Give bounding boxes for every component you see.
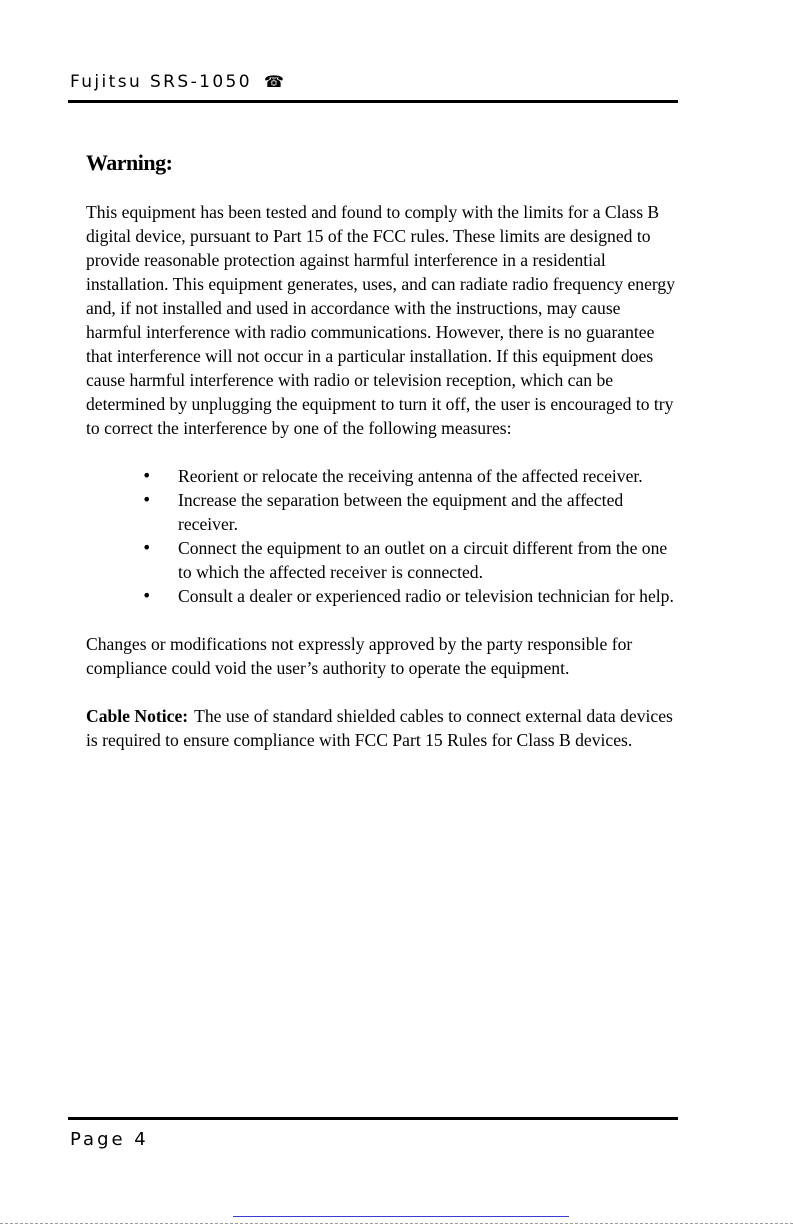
page-body <box>86 148 676 752</box>
header-title: Fujitsu SRS-1050 <box>70 72 252 92</box>
footer-rule <box>68 1117 678 1120</box>
list-item-text: Increase the separation between the equipment and the affected receiver. <box>178 490 624 534</box>
cable-notice-paragraph <box>86 704 676 752</box>
list-item <box>86 464 676 488</box>
page-edge-dashed-line <box>0 1223 793 1224</box>
bullet-icon: • <box>142 538 152 557</box>
header-rule <box>68 100 678 103</box>
warning-heading: Warning: <box>86 150 173 175</box>
cable-notice-text: The use of standard shielded cables to connect external data devices is required to ensure compliance with FCC Part 15 Rules for Class B devices. <box>86 706 673 750</box>
warning-paragraph: This equipment has been tested and found to comply with the limits for a Class B digital device, pursuant to Part 15 of the FCC rules. These limits are designed to provide reasonable protection against harmful interference in a residential installation. This equipment generates, uses, and can radiate radio frequency energy and, if not installed and used in accordance with the instructions, may cause harmful interference with radio communications. However, there is no guarantee that interference will not occur in a particular installation. If this equipment does cause harmful interference with radio or television reception, which can be determined by unplugging the equipment to turn it off, the user is encouraged to try to correct the interference by one of the following measures: <box>86 202 676 438</box>
measures-list <box>86 464 676 608</box>
link-underline <box>233 1216 569 1217</box>
list-item-text: Reorient or relocate the receiving antenna of the affected receiver. <box>178 466 643 486</box>
changes-paragraph: Changes or modifications not expressly approved by the party responsible for compliance could void the user’s authority to operate the equipment. <box>86 634 633 678</box>
telephone-icon: ☎ <box>263 72 284 91</box>
running-header <box>70 72 284 92</box>
cable-notice-label: Cable Notice: <box>86 706 189 726</box>
list-item <box>86 488 676 536</box>
bullet-icon: • <box>142 586 152 605</box>
paragraph-spacer <box>86 680 676 704</box>
list-item-text: Consult a dealer or experienced radio or television technician for help. <box>178 586 674 606</box>
bullet-icon: • <box>142 490 152 509</box>
list-item <box>86 536 676 584</box>
list-item <box>86 584 676 608</box>
list-item-text: Connect the equipment to an outlet on a circuit different from the one to which the affected receiver is connected. <box>178 538 668 582</box>
page-number: Page 4 <box>70 1129 149 1150</box>
bullet-icon: • <box>142 466 152 485</box>
